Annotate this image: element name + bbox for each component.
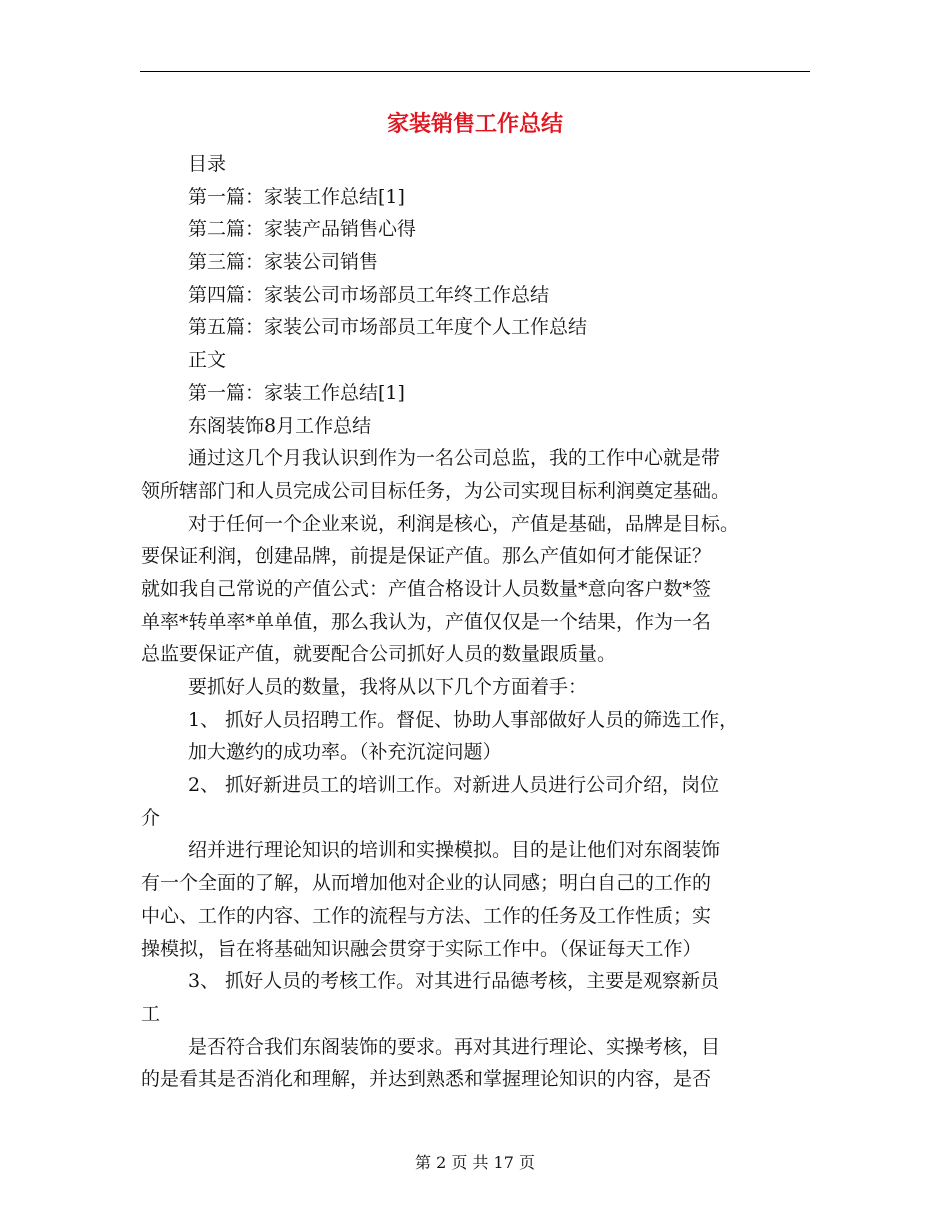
text-line: 第一篇：家装工作总结[1] [188,185,405,208]
text-line: 领所辖部门和人员完成公司目标任务，为公司实现目标利润奠定基础。 [141,479,731,502]
text-line: 的是看其是否消化和理解，并达到熟悉和掌握理论知识的内容，是否 [141,1068,712,1091]
text-line: 总监要保证产值，就要配合公司抓好人员的数量跟质量。 [141,643,617,666]
document-title: 家装销售工作总结 [386,112,563,137]
text-line: 绍并进行理论知识的培训和实操模拟。目的是让他们对东阁装饰 [188,839,721,862]
text-line: 单率*转单率*单单值，那么我认为，产值仅仅是一个结果，作为一名 [141,610,712,633]
document-body [141,148,811,1096]
text-line: 第二篇：家装产品销售心得 [188,218,417,241]
text-line: 2、 抓好新进员工的培训工作。对新进人员进行公司介绍，岗位 [188,774,720,797]
header-rule [140,71,810,72]
text-line: 第一篇：家装工作总结[1] [188,381,405,404]
text-line: 正文 [188,349,227,372]
text-line: 介 [141,806,161,829]
text-line: 3、 抓好人员的考核工作。对其进行品德考核，主要是观察新员 [188,970,720,993]
text-line: 通过这几个月我认识到作为一名公司总监，我的工作中心就是带 [188,447,721,470]
text-line: 第四篇：家装公司市场部员工年终工作总结 [188,283,550,306]
text-line: 要抓好人员的数量，我将从以下几个方面着手： [188,676,588,698]
page-footer: 第 2 页 共 17 页 [415,1153,535,1172]
text-line: 对于任何一个企业来说，利润是核心，产值是基础，品牌是目标。 [188,512,740,535]
text-line: 操模拟，旨在将基础知识融会贯穿于实际工作中。（保证每天工作） [141,937,702,960]
text-line: 第三篇：家装公司销售 [188,251,379,274]
text-line: 就如我自己常说的产值公式：产值合格设计人员数量*意向客户数*签 [141,577,712,600]
text-line: 有一个全面的了解，从而增加他对企业的认同感；明白自己的工作的 [141,872,712,895]
text-line: 是否符合我们东阁装饰的要求。再对其进行理论、实操考核，目 [188,1035,721,1058]
text-line: 目录 [188,153,227,175]
text-line: 要保证利润，创建品牌，前提是保证产值。那么产值如何才能保证？ [141,545,712,568]
text-line: 工 [141,1002,161,1025]
text-line: 1、 抓好人员招聘工作。督促、协助人事部做好人员的筛选工作， [188,708,739,731]
text-line: 东阁装饰8月工作总结 [188,414,372,437]
text-line: 中心、工作的内容、工作的流程与方法、工作的任务及工作性质；实 [141,904,712,927]
text-line: 第五篇：家装公司市场部员工年度个人工作总结 [188,316,588,339]
text-line: 加大邀约的成功率。（补充沉淀问题） [188,741,502,764]
